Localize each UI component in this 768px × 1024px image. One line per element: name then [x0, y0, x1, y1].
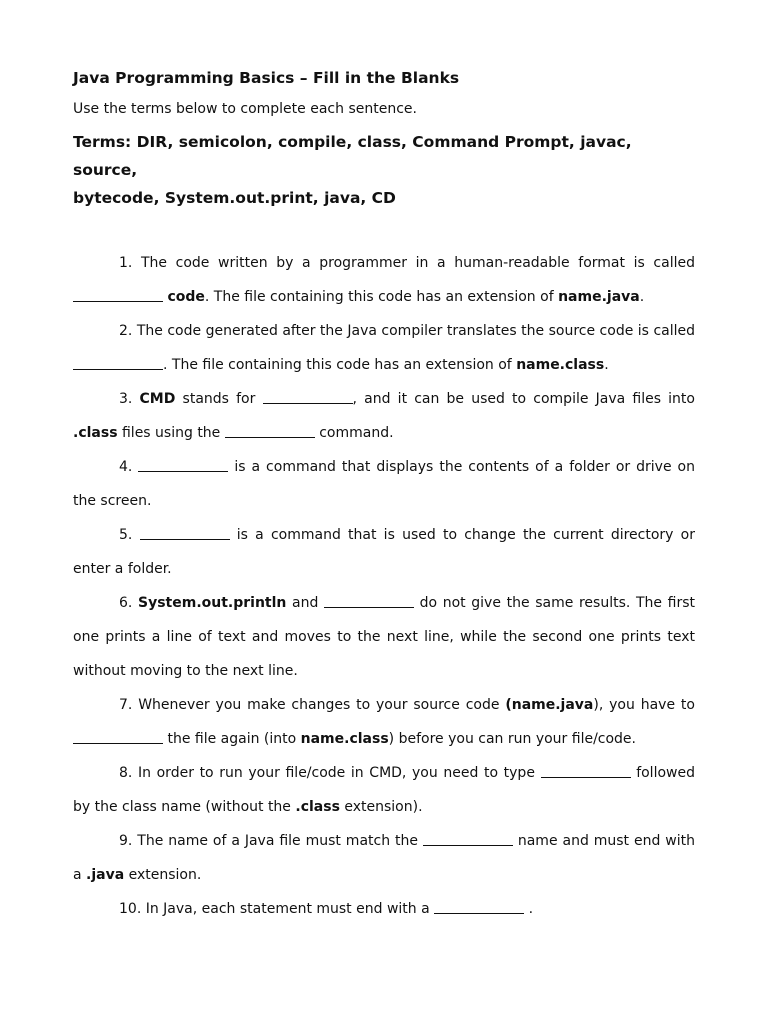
bold-term: .java	[86, 867, 125, 883]
answer-blank[interactable]	[73, 743, 163, 744]
question-text: 5.	[119, 527, 140, 543]
question-item	[73, 246, 695, 314]
bold-term: name.class	[516, 357, 605, 373]
question-text: extension).	[339, 799, 423, 815]
question-text: 2. The code generated after the Java compiler translates the source code is called	[119, 323, 695, 339]
question-text: 7. Whenever you make changes to your source code	[119, 697, 506, 713]
answer-blank[interactable]	[423, 845, 513, 846]
instruction-text: Use the terms below to complete each sentence.	[73, 101, 417, 117]
question-item	[73, 450, 695, 518]
question-text: stands for	[175, 391, 263, 407]
question-text: is a command that displays the contents of a folder or drive on the screen.	[73, 459, 695, 509]
question-text: ) before you can run your file/code.	[388, 731, 636, 747]
question-text: 6.	[119, 595, 138, 611]
bold-term: System.out.println	[138, 595, 287, 611]
question-text: .	[524, 901, 534, 917]
answer-blank[interactable]	[73, 369, 163, 370]
answer-blank[interactable]	[324, 607, 414, 608]
question-text: . The file containing this code has an extension of	[163, 357, 517, 373]
question-text: 3.	[119, 391, 140, 407]
question-text: .	[639, 289, 645, 305]
bold-term: .class	[295, 799, 340, 815]
answer-blank[interactable]	[138, 471, 228, 472]
answer-blank[interactable]	[140, 539, 230, 540]
answer-blank[interactable]	[73, 301, 163, 302]
question-text: extension.	[124, 867, 202, 883]
terms-list	[73, 128, 695, 212]
question-item	[73, 586, 695, 688]
bold-term: name.class	[300, 731, 389, 747]
question-item	[73, 518, 695, 586]
question-text: the file again (into	[163, 731, 301, 747]
bold-term: code	[167, 289, 205, 305]
question-text: . The file containing this code has an extension of	[204, 289, 559, 305]
question-text: ), you have to	[593, 697, 695, 713]
question-text: and	[286, 595, 324, 611]
terms-line-1: Terms: DIR, semicolon, compile, class, Command Prompt, javac, source,	[73, 133, 632, 179]
question-item	[73, 824, 695, 892]
terms-line-2: bytecode, System.out.print, java, CD	[73, 189, 396, 207]
answer-blank[interactable]	[225, 437, 315, 438]
question-text: 10. In Java, each statement must end with a	[119, 901, 435, 917]
question-item	[73, 314, 695, 382]
question-text: 8. In order to run your file/code in CMD, you need to type	[119, 765, 541, 781]
question-item	[73, 892, 695, 926]
question-text: is a command that is used to change the current directory or enter a folder.	[73, 527, 695, 577]
question-text: , and it can be used to compile Java files into	[352, 391, 695, 407]
questions-list	[73, 246, 695, 926]
bold-term: .class	[73, 425, 118, 441]
question-text: name and must end with a	[73, 833, 695, 883]
answer-blank[interactable]	[263, 403, 353, 404]
question-text: files using the	[117, 425, 225, 441]
question-text: command.	[314, 425, 394, 441]
question-text: .	[604, 357, 609, 373]
question-text: 1. The code written by a programmer in a human-readable format is called	[119, 255, 695, 271]
question-text: 4.	[119, 459, 139, 475]
bold-term: name.java	[558, 289, 640, 305]
question-item	[73, 756, 695, 824]
worksheet	[73, 64, 695, 926]
question-item	[73, 382, 695, 450]
bold-term: (name.java	[505, 697, 594, 713]
question-text: do not give the same results. The first one prints a line of text and moves to the next line, while the second one prints text without moving to the next line.	[73, 595, 695, 679]
bold-term: CMD	[139, 391, 176, 407]
question-item	[73, 688, 695, 756]
worksheet-title: Java Programming Basics – Fill in the Blanks	[73, 69, 460, 87]
answer-blank[interactable]	[541, 777, 631, 778]
question-text: followed by the class name (without the	[73, 765, 695, 815]
answer-blank[interactable]	[434, 913, 524, 914]
question-text: 9. The name of a Java file must match the	[119, 833, 423, 849]
